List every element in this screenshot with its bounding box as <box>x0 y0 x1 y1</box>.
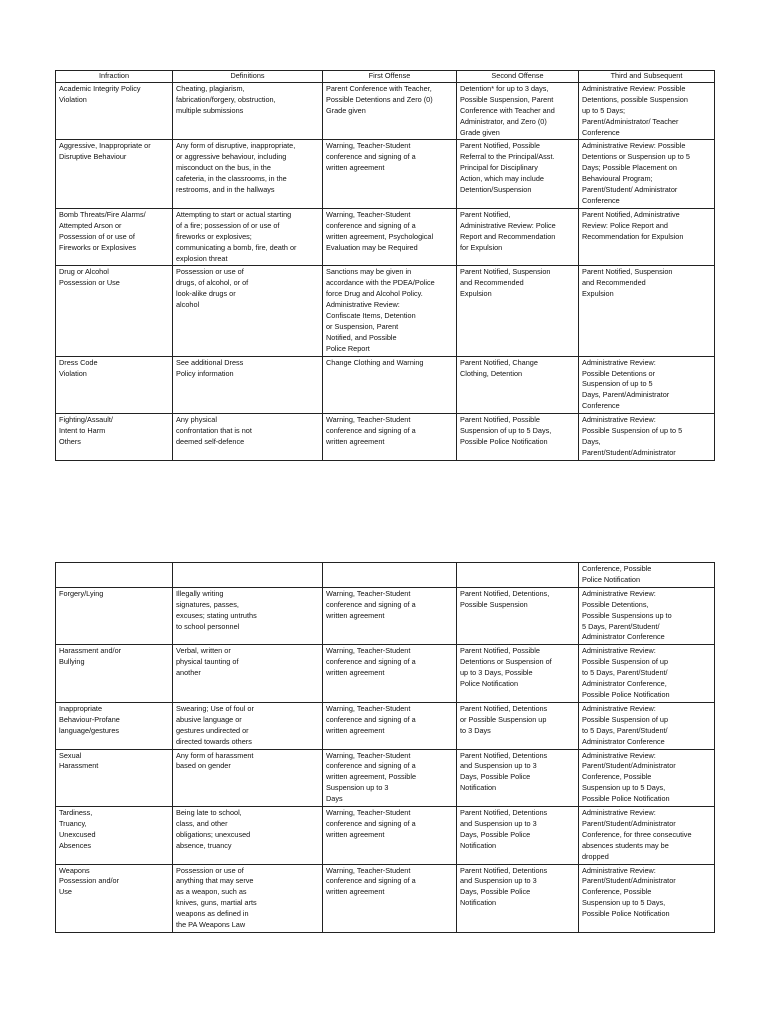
infraction-cell: Harassment and/or Bullying <box>56 645 173 703</box>
infraction-cell: Fighting/Assault/ Intent to Harm Others <box>56 414 173 461</box>
second-offense-cell: Parent Notified, Change Clothing, Detention <box>457 356 579 414</box>
table-row <box>56 208 715 266</box>
first-offense-cell: Warning, Teacher-Student conference and signing of a written agreement <box>323 702 457 749</box>
second-offense-cell: Parent Notified, Administrative Review: Police Report and Recommendation for Expulsion <box>457 208 579 266</box>
definition-cell: Being late to school, class, and other obligations; unexcused absence, truancy <box>173 807 323 865</box>
second-offense-cell: Parent Notified, Possible Detentions or Suspension of up to 3 Days, Possible Police Notification <box>457 645 579 703</box>
column-header-definitions: Definitions <box>173 71 323 83</box>
infraction-cell: Drug or Alcohol Possession or Use <box>56 266 173 356</box>
definition-cell <box>173 563 323 588</box>
infraction-cell: Sexual Harassment <box>56 749 173 807</box>
column-header-second-offense: Second Offense <box>457 71 579 83</box>
third-offense-cell: Administrative Review: Possible Suspension of up to 5 Days, Parent/Student/ Administrator Conference <box>579 702 715 749</box>
definition-cell: Possession or use of anything that may serve as a weapon, such as knives, guns, martial arts weapons as defined in the PA Weapons Law <box>173 864 323 932</box>
first-offense-cell: Warning, Teacher-Student conference and signing of a written agreement <box>323 414 457 461</box>
third-offense-cell: Administrative Review: Possible Suspension of up to 5 Days, Parent/Student/Administrator <box>579 414 715 461</box>
column-header-infraction: Infraction <box>56 71 173 83</box>
first-offense-cell: Sanctions may be given in accordance with the PDEA/Police force Drug and Alcohol Policy. Administrative Review: Confiscate Items, Detention or Suspension, Parent Notified, and Possible Police Report <box>323 266 457 356</box>
second-offense-cell: Parent Notified, Suspension and Recommended Expulsion <box>457 266 579 356</box>
second-offense-cell: Detention* for up to 3 days, Possible Suspension, Parent Conference with Teacher and Administrator, and Zero (0) Grade given <box>457 82 579 140</box>
table-row <box>56 140 715 208</box>
third-offense-cell: Conference, Possible Police Notification <box>579 563 715 588</box>
second-offense-cell: Parent Notified, Detentions and Suspension up to 3 Days, Possible Police Notification <box>457 864 579 932</box>
third-offense-cell: Administrative Review: Possible Detentions or Suspension of up to 5 Days, Parent/Administrator Conference <box>579 356 715 414</box>
table-row <box>56 864 715 932</box>
infraction-cell: Tardiness, Truancy, Unexcused Absences <box>56 807 173 865</box>
first-offense-cell: Warning, Teacher-Student conference and signing of a written agreement <box>323 645 457 703</box>
second-offense-cell: Parent Notified, Detentions and Suspension up to 3 Days, Possible Police Notification <box>457 749 579 807</box>
table-row <box>56 645 715 703</box>
first-offense-cell: Parent Conference with Teacher, Possible Detentions and Zero (0) Grade given <box>323 82 457 140</box>
table-row <box>56 807 715 865</box>
second-offense-cell <box>457 563 579 588</box>
third-offense-cell: Administrative Review: Possible Detentions or Suspension up to 5 Days; Possible Placement on Behavioural Program; Parent/Student/ Administrator Conference <box>579 140 715 208</box>
table-row <box>56 563 715 588</box>
second-offense-cell: Parent Notified, Detentions, Possible Suspension <box>457 587 579 645</box>
table-row <box>56 587 715 645</box>
column-header-first-offense: First Offense <box>323 71 457 83</box>
definition-cell: Cheating, plagiarism, fabrication/forgery, obstruction, multiple submissions <box>173 82 323 140</box>
table-row <box>56 266 715 356</box>
discipline-table-part-1 <box>55 70 715 461</box>
third-offense-cell: Administrative Review: Possible Detentions, Possible Suspensions up to 5 Days, Parent/Student/ Administrator Conference <box>579 587 715 645</box>
infraction-cell <box>56 563 173 588</box>
first-offense-cell: Warning, Teacher-Student conference and signing of a written agreement, Possible Suspension up to 3 Days <box>323 749 457 807</box>
definition-cell: Any form of disruptive, inappropriate, or aggressive behaviour, including misconduct on the bus, in the cafeteria, in the classrooms, in the restrooms, and in the hallways <box>173 140 323 208</box>
definition-cell: Possession or use of drugs, of alcohol, or of look-alike drugs or alcohol <box>173 266 323 356</box>
infraction-cell: Inappropriate Behaviour-Profane language/gestures <box>56 702 173 749</box>
third-offense-cell: Parent Notified, Suspension and Recommended Expulsion <box>579 266 715 356</box>
infraction-cell: Bomb Threats/Fire Alarms/ Attempted Arson or Possession of or use of Fireworks or Explosives <box>56 208 173 266</box>
definition-cell: See additional Dress Policy information <box>173 356 323 414</box>
infraction-cell: Dress Code Violation <box>56 356 173 414</box>
third-offense-cell: Administrative Review: Parent/Student/Administrator Conference, Possible Suspension up to 5 Days, Possible Police Notification <box>579 864 715 932</box>
third-offense-cell: Administrative Review: Possible Detentions, possible Suspension up to 5 Days; Parent/Administrator/ Teacher Conference <box>579 82 715 140</box>
third-offense-cell: Administrative Review: Possible Suspension of up to 5 Days, Parent/Student/ Administrator Conference, Possible Police Notification <box>579 645 715 703</box>
infraction-cell: Forgery/Lying <box>56 587 173 645</box>
first-offense-cell <box>323 563 457 588</box>
first-offense-cell: Warning, Teacher-Student conference and signing of a written agreement <box>323 807 457 865</box>
definition-cell: Any form of harassment based on gender <box>173 749 323 807</box>
column-header-third-and-subsequent: Third and Subsequent <box>579 71 715 83</box>
definition-cell: Illegally writing signatures, passes, excuses; stating untruths to school personnel <box>173 587 323 645</box>
third-offense-cell: Administrative Review: Parent/Student/Administrator Conference, Possible Suspension up to 5 Days, Possible Police Notification <box>579 749 715 807</box>
definition-cell: Attempting to start or actual starting of a fire; possession of or use of fireworks or explosives; communicating a bomb, fire, death or explosion threat <box>173 208 323 266</box>
second-offense-cell: Parent Notified, Detentions and Suspension up to 3 Days, Possible Police Notification <box>457 807 579 865</box>
table-header-row <box>56 71 715 83</box>
first-offense-cell: Warning, Teacher-Student conference and signing of a written agreement <box>323 140 457 208</box>
third-offense-cell: Administrative Review: Parent/Student/Administrator Conference, for three consecutive absences students may be dropped <box>579 807 715 865</box>
infraction-cell: Aggressive, Inappropriate or Disruptive Behaviour <box>56 140 173 208</box>
second-offense-cell: Parent Notified, Possible Referral to the Principal/Asst. Principal for Disciplinary Action, which may include Detention/Suspension <box>457 140 579 208</box>
table-row <box>56 356 715 414</box>
table-row <box>56 82 715 140</box>
first-offense-cell: Change Clothing and Warning <box>323 356 457 414</box>
second-offense-cell: Parent Notified, Possible Suspension of up to 5 Days, Possible Police Notification <box>457 414 579 461</box>
discipline-table-part-2 <box>55 562 715 933</box>
table-row <box>56 749 715 807</box>
definition-cell: Swearing; Use of foul or abusive language or gestures undirected or directed towards others <box>173 702 323 749</box>
third-offense-cell: Parent Notified, Administrative Review: Police Report and Recommendation for Expulsion <box>579 208 715 266</box>
first-offense-cell: Warning, Teacher-Student conference and signing of a written agreement, Psychological Evaluation may be Required <box>323 208 457 266</box>
table-row <box>56 702 715 749</box>
second-offense-cell: Parent Notified, Detentions or Possible Suspension up to 3 Days <box>457 702 579 749</box>
first-offense-cell: Warning, Teacher-Student conference and signing of a written agreement <box>323 587 457 645</box>
infraction-cell: Academic Integrity Policy Violation <box>56 82 173 140</box>
table-row <box>56 414 715 461</box>
definition-cell: Any physical confrontation that is not deemed self-defence <box>173 414 323 461</box>
infraction-cell: Weapons Possession and/or Use <box>56 864 173 932</box>
first-offense-cell: Warning, Teacher-Student conference and signing of a written agreement <box>323 864 457 932</box>
definition-cell: Verbal, written or physical taunting of another <box>173 645 323 703</box>
